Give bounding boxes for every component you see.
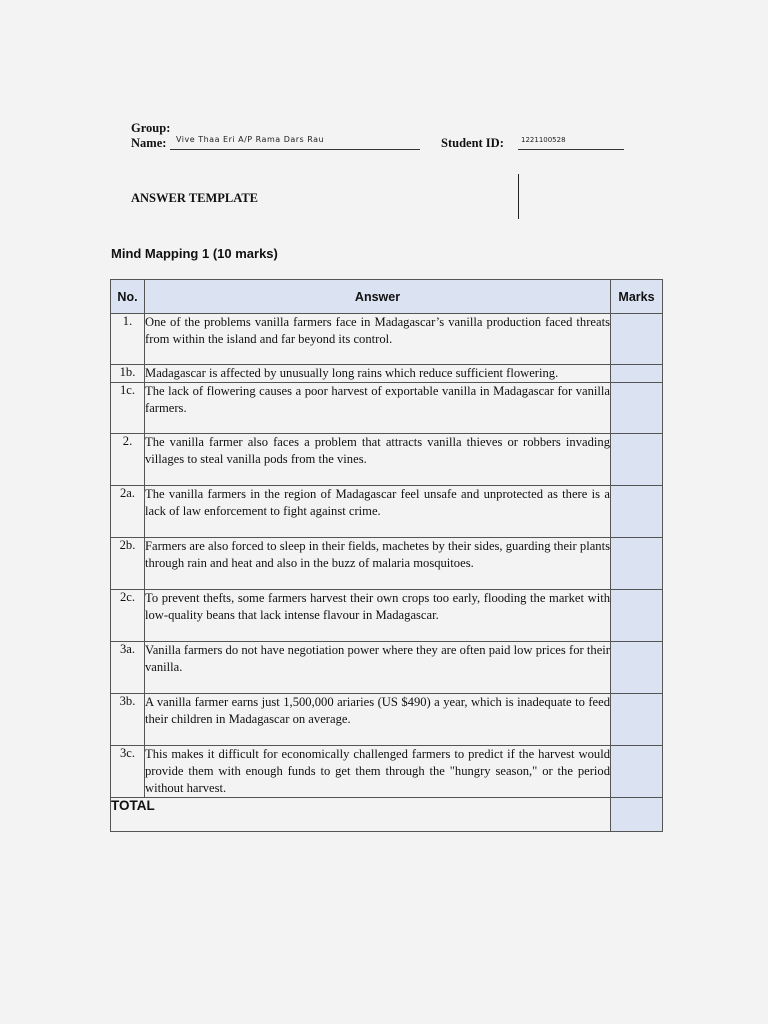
row-answer: Vanilla farmers do not have negotiation power where they are often paid low prices for their vanilla. (145, 642, 611, 694)
row-answer: A vanilla farmer earns just 1,500,000 ariaries (US $490) a year, which is inadequate to feed their children in Madagascar on average. (145, 694, 611, 746)
marks-cell[interactable] (611, 538, 663, 590)
total-marks-cell[interactable] (611, 798, 663, 832)
row-number: 1. (111, 314, 145, 365)
name-underline (170, 149, 420, 150)
row-number: 3b. (111, 694, 145, 746)
section-title: Mind Mapping 1 (10 marks) (111, 246, 278, 261)
vertical-divider (518, 174, 519, 219)
answer-template-heading: ANSWER TEMPLATE (131, 191, 258, 205)
table-header-row (111, 280, 663, 314)
row-answer: The vanilla farmers in the region of Madagascar feel unsafe and unprotected as there is a lack of law enforcement to fight against crime. (145, 486, 611, 538)
row-answer: Farmers are also forced to sleep in their fields, machetes by their sides, guarding their plants through rain and heat and also in the buzz of malaria mosquitoes. (145, 538, 611, 590)
row-answer: This makes it difficult for economically challenged farmers to predict if the harvest would provide them with enough funds to get them through the "hungry season," or the period without harvest. (145, 746, 611, 798)
table-row (111, 642, 663, 694)
row-number: 2a. (111, 486, 145, 538)
marks-cell[interactable] (611, 365, 663, 383)
table-row (111, 746, 663, 798)
table-row (111, 434, 663, 486)
header-answer: Answer (145, 280, 611, 314)
marks-cell[interactable] (611, 434, 663, 486)
header-marks: Marks (611, 280, 663, 314)
marks-cell[interactable] (611, 314, 663, 365)
row-number: 3c. (111, 746, 145, 798)
table-row (111, 383, 663, 434)
marks-cell[interactable] (611, 590, 663, 642)
table-row (111, 486, 663, 538)
row-number: 1b. (111, 365, 145, 383)
name-value: Vive Thaa Eri A/P Rama Dars Rau (176, 135, 325, 144)
name-label: Name: (131, 136, 167, 150)
row-number: 1c. (111, 383, 145, 434)
marks-cell[interactable] (611, 746, 663, 798)
marks-cell[interactable] (611, 642, 663, 694)
marks-cell[interactable] (611, 486, 663, 538)
row-number: 2. (111, 434, 145, 486)
table-row (111, 590, 663, 642)
marks-cell[interactable] (611, 694, 663, 746)
group-label: Group: (131, 121, 171, 135)
total-label: TOTAL (111, 798, 611, 832)
table-row (111, 538, 663, 590)
row-number: 2b. (111, 538, 145, 590)
row-answer: One of the problems vanilla farmers face in Madagascar’s vanilla production faced threats from within the island and far beyond its control. (145, 314, 611, 365)
marks-cell[interactable] (611, 383, 663, 434)
row-answer: The vanilla farmer also faces a problem that attracts vanilla thieves or robbers invading villages to steal vanilla pods from the vines. (145, 434, 611, 486)
student-id-value: 1221100528 (521, 136, 566, 144)
row-number: 2c. (111, 590, 145, 642)
table-row (111, 694, 663, 746)
student-id-label: Student ID: (441, 136, 504, 150)
answer-table (110, 279, 663, 832)
row-number: 3a. (111, 642, 145, 694)
table-row (111, 365, 663, 383)
header-no: No. (111, 280, 145, 314)
student-id-underline (518, 149, 624, 150)
row-answer: To prevent thefts, some farmers harvest their own crops too early, flooding the market with low-quality beans that lack intense flavour in Madagascar. (145, 590, 611, 642)
row-answer: The lack of flowering causes a poor harvest of exportable vanilla in Madagascar for vanilla farmers. (145, 383, 611, 434)
table-row (111, 314, 663, 365)
row-answer: Madagascar is affected by unusually long rains which reduce sufficient flowering. (145, 365, 611, 383)
total-row (111, 798, 663, 832)
